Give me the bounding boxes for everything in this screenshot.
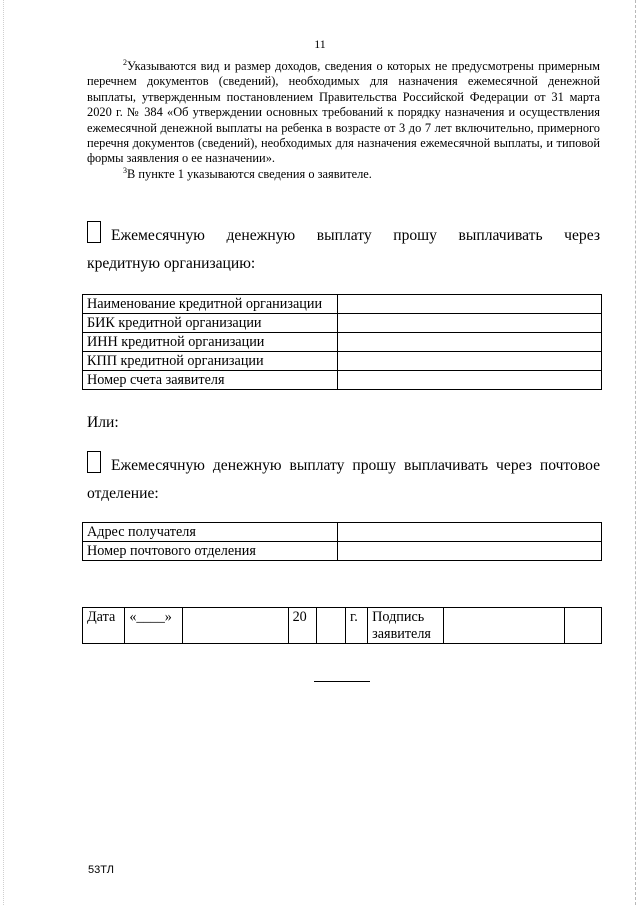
separator-line <box>314 681 370 682</box>
post-option-checkbox[interactable] <box>87 451 101 473</box>
credit-org-name-label: Наименование кредитной организации <box>83 295 338 314</box>
footnote-2 <box>87 59 600 167</box>
month-field[interactable] <box>182 608 288 644</box>
scan-edge-right <box>635 0 636 905</box>
year-prefix: 20 <box>288 608 316 644</box>
or-text: Или: <box>87 414 119 431</box>
table-row <box>83 352 602 371</box>
table-row <box>83 608 602 644</box>
credit-option-paragraph <box>87 221 600 278</box>
table-row <box>83 371 602 390</box>
recipient-address-field[interactable] <box>338 523 602 542</box>
footnote-text: В пункте 1 указываются сведения о заявителе. <box>127 166 372 181</box>
day-field[interactable]: «____» <box>125 608 182 644</box>
page-number: 11 <box>314 37 326 51</box>
bik-field[interactable] <box>338 314 602 333</box>
inn-field[interactable] <box>338 333 602 352</box>
footnotes <box>87 59 600 182</box>
extra-field[interactable] <box>564 608 601 644</box>
table-row <box>83 314 602 333</box>
table-row <box>83 333 602 352</box>
post-office-number-field[interactable] <box>338 542 602 561</box>
footnote-3 <box>87 167 600 182</box>
credit-option-checkbox[interactable] <box>87 221 101 243</box>
credit-option-text: Ежемесячную денежную выплату прошу выплачивать через <box>111 227 600 244</box>
post-option-paragraph <box>87 451 600 508</box>
post-option-text-2: отделение: <box>87 485 159 502</box>
recipient-address-label: Адрес получателя <box>83 523 338 542</box>
account-number-field[interactable] <box>338 371 602 390</box>
document-code: 53ТЛ <box>88 864 114 876</box>
date-signature-table <box>82 607 602 644</box>
footnote-mark: 3 <box>123 165 127 175</box>
kpp-field[interactable] <box>338 352 602 371</box>
table-row <box>83 295 602 314</box>
credit-org-name-field[interactable] <box>338 295 602 314</box>
footnote-text: Указываются вид и размер доходов, сведения о которых не предусмотрены примерным перечнем документов (сведений), необходимых для назначения ежемесячной денежной выплаты, утвержденным постановлением Правительства Российской Федерации от 31 марта 2020 г. № 384 «Об утверждении основных требований к порядку назначения и осуществления ежемесячной денежной выплаты на ребенка в возрасте от 3 до 7 лет включительно, примерного перечня документов (сведений), необходимых для назначения ежемесячной выплаты, и типовой формы заявления о ее назначении». <box>87 59 600 166</box>
credit-option-line <box>87 221 600 250</box>
inn-label: ИНН кредитной организации <box>83 333 338 352</box>
bik-label: БИК кредитной организации <box>83 314 338 333</box>
year-field[interactable] <box>316 608 345 644</box>
account-number-label: Номер счета заявителя <box>83 371 338 390</box>
footnote-mark: 2 <box>123 57 127 67</box>
post-option-line <box>87 451 600 480</box>
signature-label-line2: заявителя <box>372 626 431 642</box>
year-suffix: г. <box>345 608 367 644</box>
signature-field[interactable] <box>443 608 564 644</box>
post-option-text: Ежемесячную денежную выплату прошу выплачивать через почтовое <box>111 457 600 474</box>
post-office-number-label: Номер почтового отделения <box>83 542 338 561</box>
credit-option-text-2: кредитную организацию: <box>87 255 256 272</box>
table-row <box>83 542 602 561</box>
table-row <box>83 523 602 542</box>
scan-edge-left <box>3 0 4 905</box>
date-label: Дата <box>83 608 125 644</box>
credit-org-table <box>82 294 602 390</box>
post-office-table <box>82 522 602 561</box>
signature-label <box>368 608 444 644</box>
kpp-label: КПП кредитной организации <box>83 352 338 371</box>
signature-label-line1: Подпись <box>372 609 425 625</box>
